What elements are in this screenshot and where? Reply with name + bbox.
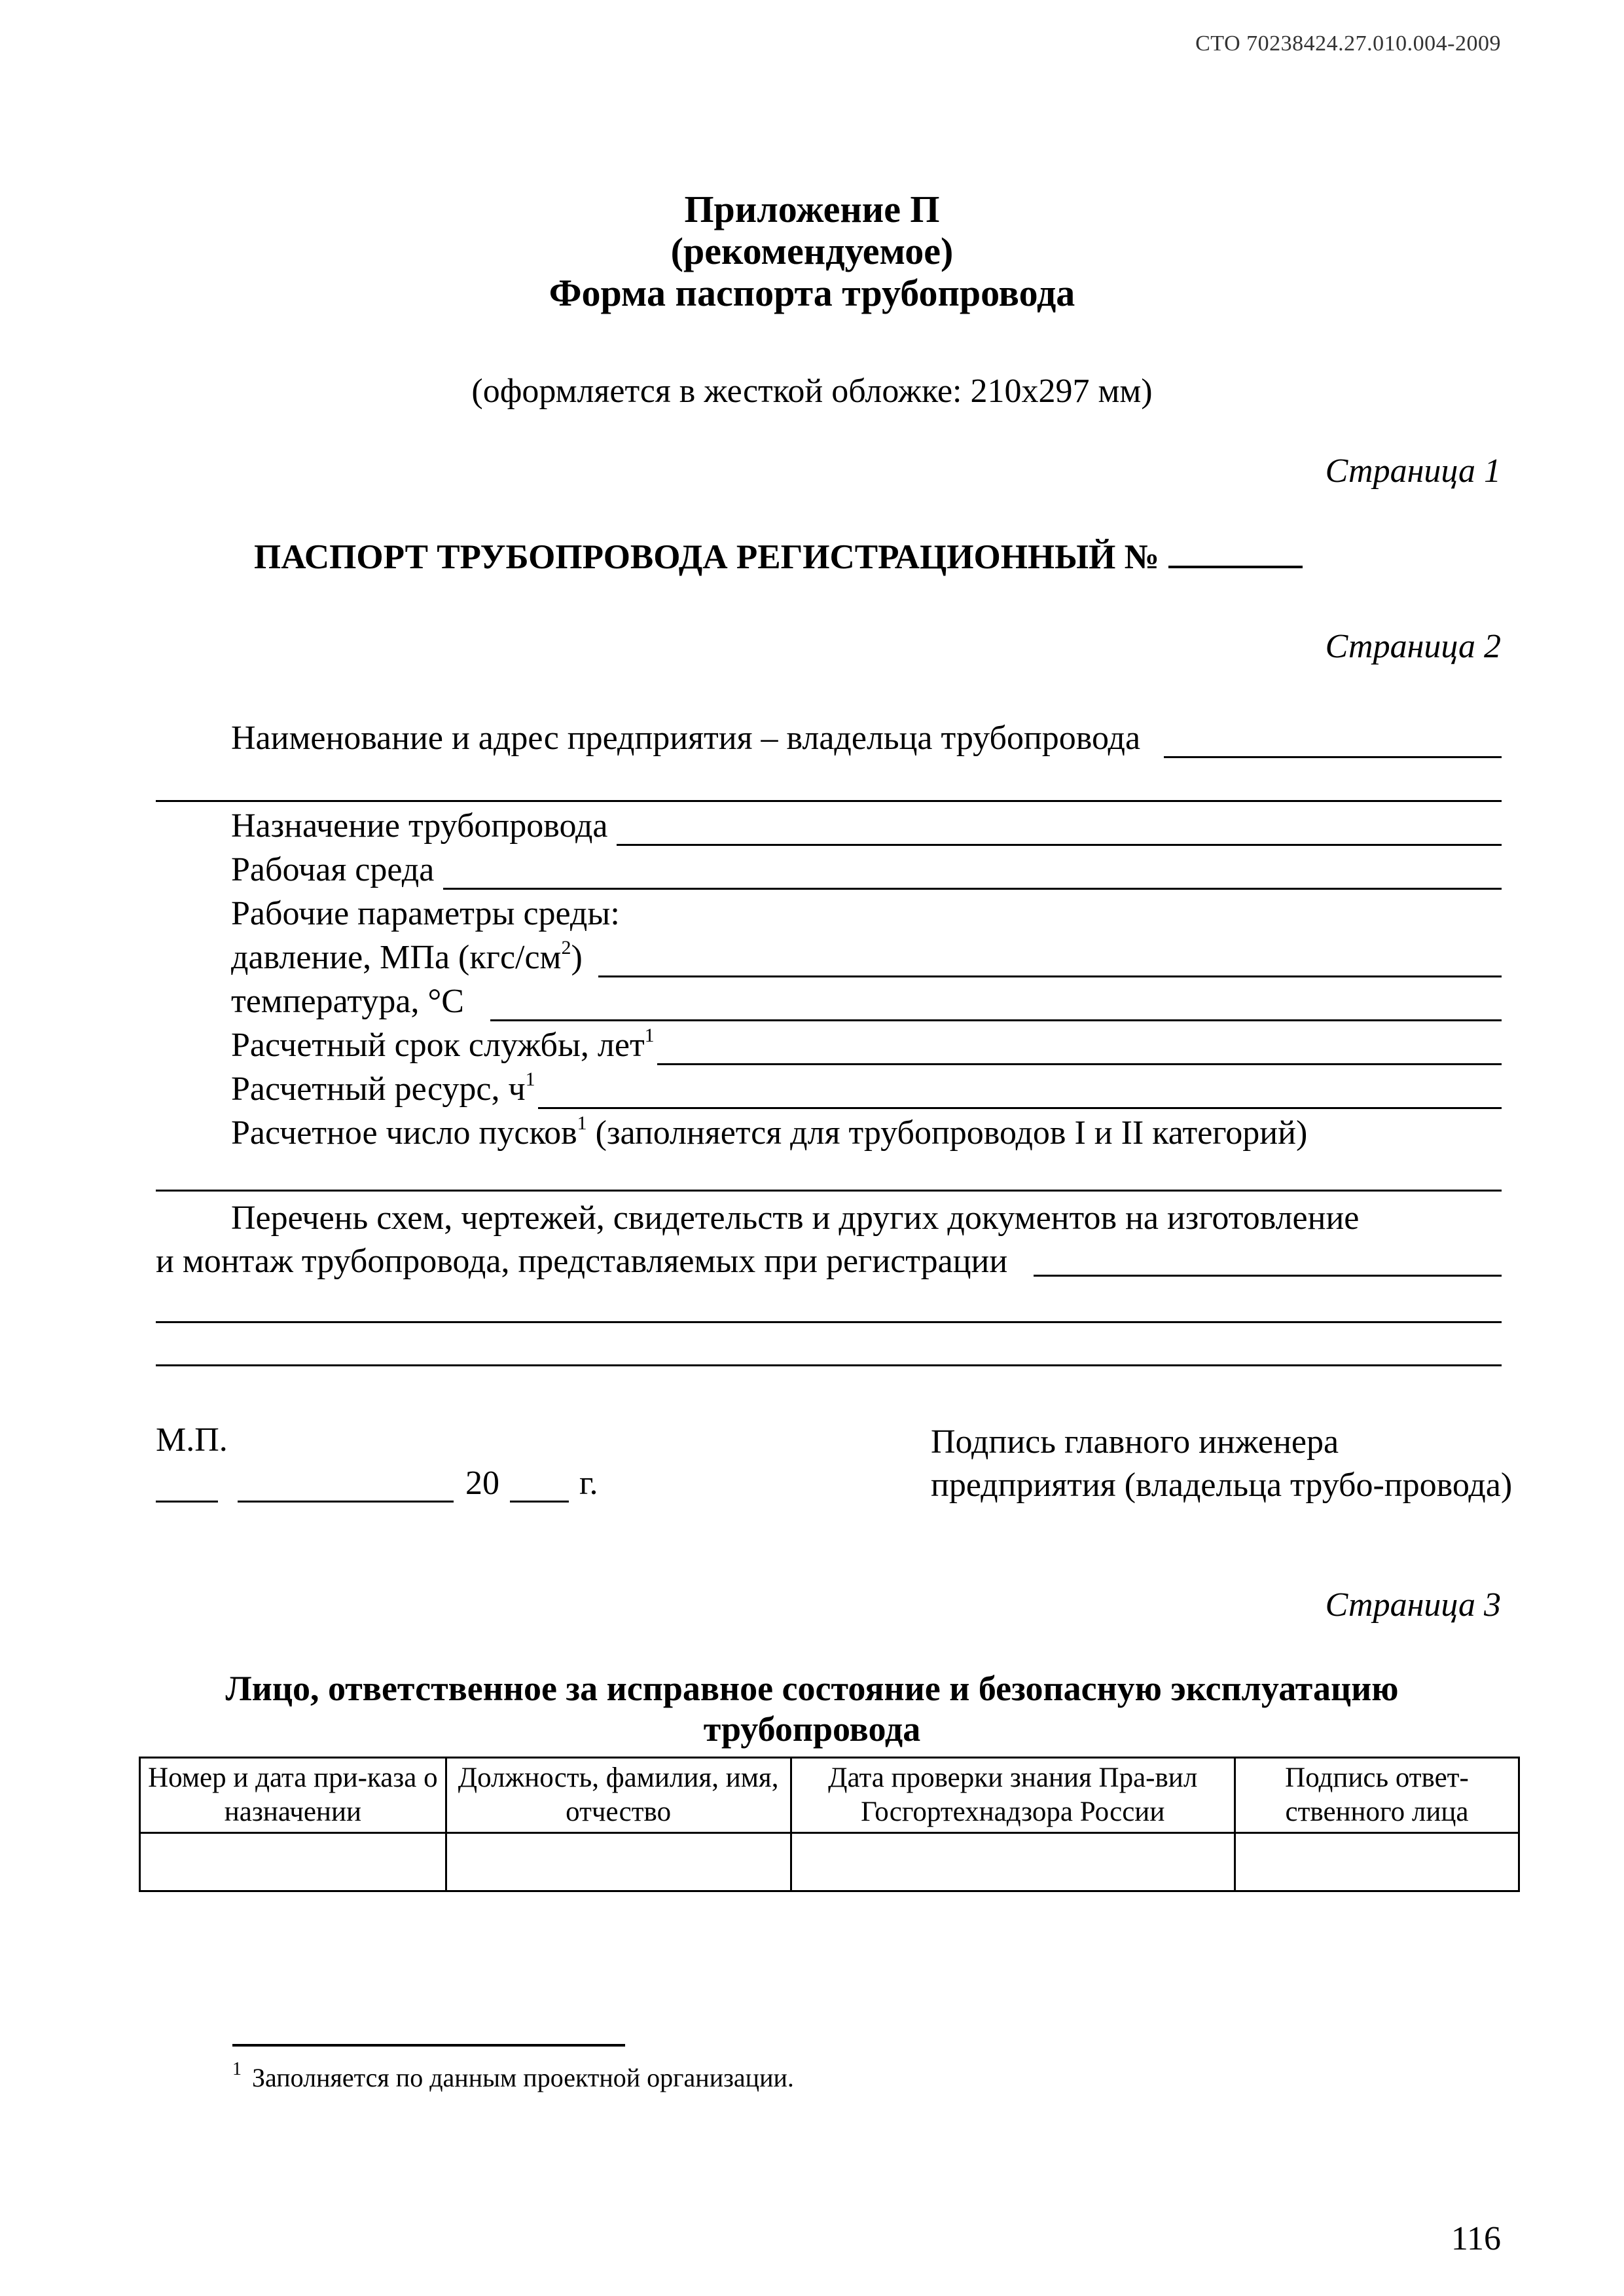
owner-row xyxy=(156,719,1502,758)
medium-field[interactable] xyxy=(443,859,1502,890)
appendix-name: Приложение П xyxy=(684,188,940,230)
documents-line-1: Перечень схем, чертежей, свидетельств и других документов на изготовление xyxy=(231,1199,1360,1237)
year-field[interactable] xyxy=(510,1472,569,1503)
date-line xyxy=(156,1464,598,1503)
appendix-title xyxy=(0,189,1624,314)
responsible-title-line-2: трубопровода xyxy=(703,1709,921,1749)
responsible-title-line-1: Лицо, ответственное за исправное состояние и безопасную эксплуатацию xyxy=(225,1669,1399,1708)
documents-line-2 xyxy=(156,1240,1502,1283)
appendix-subject: Форма паспорта трубопровода xyxy=(549,272,1075,314)
table-header-row xyxy=(140,1758,1519,1833)
order-number-date-cell[interactable] xyxy=(140,1833,446,1891)
responsible-signature-cell[interactable] xyxy=(1235,1833,1519,1891)
year-prefix: 20 xyxy=(465,1465,499,1502)
passport-title xyxy=(254,537,1303,577)
passport-title-text: ПАСПОРТ ТРУБОПРОВОДА РЕГИСТРАЦИОННЫЙ № xyxy=(254,538,1159,576)
month-field[interactable] xyxy=(238,1472,454,1503)
column-knowledge-check-date: Дата проверки знания Пра-вил Госгортехнадзора России xyxy=(791,1758,1235,1833)
documents-paragraph xyxy=(156,1197,1502,1283)
footnote-text: Заполняется по данным проектной организации. xyxy=(252,2063,794,2092)
page-3-label: Страница 3 xyxy=(1325,1586,1501,1624)
column-order-number-date: Номер и дата при-каза о назначении xyxy=(140,1758,446,1833)
page-2-label: Страница 2 xyxy=(1325,628,1501,665)
document-code: СТО 70238424.27.010.004-2009 xyxy=(1195,31,1501,56)
column-responsible-signature: Подпись ответ-ственного лица xyxy=(1235,1758,1519,1833)
pressure-row xyxy=(156,938,1502,977)
stamp-place: М.П. xyxy=(156,1421,228,1459)
temperature-row xyxy=(156,982,1502,1021)
pressure-label: давление, МПа $(кгс/см^2)$ xyxy=(231,937,583,976)
owner-field[interactable] xyxy=(1164,727,1502,758)
page-1-label: Страница 1 xyxy=(1325,452,1501,490)
footnote xyxy=(232,2059,794,2093)
responsible-person-table xyxy=(139,1757,1520,1892)
starts-label: Расчетное число пусков$^1$ (заполняется для трубопроводов I и II категорий) xyxy=(231,1112,1308,1152)
documents-field[interactable] xyxy=(1034,1246,1502,1277)
documents-label: и монтаж трубопровода, представляемых при регистрации xyxy=(156,1243,1008,1280)
responsible-person-title xyxy=(0,1668,1624,1749)
params-row xyxy=(156,894,1502,934)
service-life-label: Расчетный срок службы, лет$^1$ xyxy=(231,1025,655,1064)
medium-row xyxy=(156,850,1502,890)
day-field[interactable] xyxy=(156,1472,218,1503)
owner-label: Наименование и адрес предприятия – владельца трубопровода xyxy=(231,720,1141,757)
column-position-full-name: Должность, фамилия, имя, отчество xyxy=(446,1758,791,1833)
knowledge-check-date-cell[interactable] xyxy=(791,1833,1235,1891)
position-full-name-cell[interactable] xyxy=(446,1833,791,1891)
temperature-field[interactable] xyxy=(490,991,1502,1021)
footnote-divider xyxy=(232,2044,625,2047)
resource-label: Расчетный ресурс, $ч^1$ xyxy=(231,1068,535,1108)
owner-field-continuation[interactable] xyxy=(156,800,1502,802)
purpose-label: Назначение трубопровода xyxy=(231,807,608,845)
medium-label: Рабочая среда xyxy=(231,851,435,888)
year-suffix: г. xyxy=(579,1465,598,1502)
chief-engineer-signature: Подпись главного инженера предприятия (владельца трубо-провода) xyxy=(931,1423,1513,1504)
format-note: (оформляется в жесткой обложке: 210х297 мм) xyxy=(471,373,1153,410)
footnote-mark: 1 xyxy=(232,2059,242,2079)
page-number: 116 xyxy=(1451,2220,1501,2257)
registration-number-field[interactable] xyxy=(1168,537,1303,568)
purpose-row xyxy=(156,807,1502,846)
temperature-label: температура, °С xyxy=(231,983,464,1020)
appendix-status: (рекомендуемое) xyxy=(670,230,954,272)
starts-field[interactable] xyxy=(156,1190,1502,1192)
params-label: Рабочие параметры среды: xyxy=(231,895,620,932)
pressure-field[interactable] xyxy=(598,947,1502,977)
resource-row xyxy=(156,1070,1502,1109)
purpose-field[interactable] xyxy=(617,815,1502,846)
service-life-field[interactable] xyxy=(657,1034,1502,1065)
documents-field-line-2[interactable] xyxy=(156,1321,1502,1323)
resource-field[interactable] xyxy=(538,1078,1502,1109)
service-life-row xyxy=(156,1026,1502,1065)
documents-field-line-3[interactable] xyxy=(156,1364,1502,1366)
starts-row xyxy=(156,1114,1502,1153)
table-row xyxy=(140,1833,1519,1891)
